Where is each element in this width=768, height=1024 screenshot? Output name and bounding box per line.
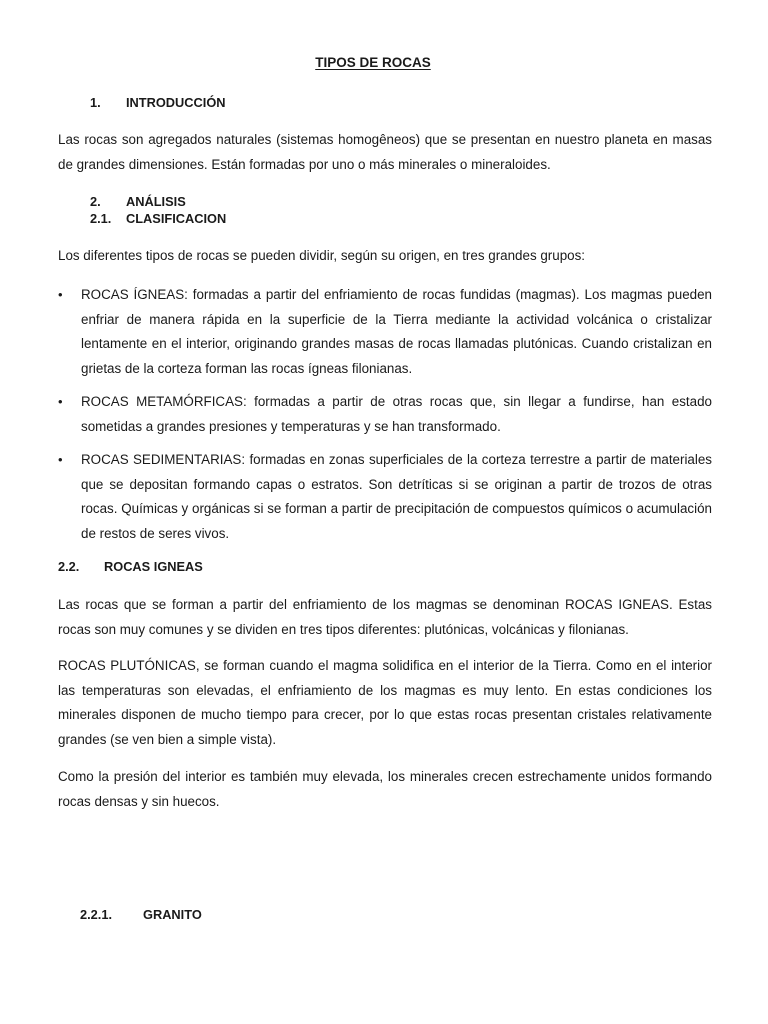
list-item-text: ROCAS SEDIMENTARIAS: formadas en zonas superficiales de la corteza terrestre a partir de materiales que se depositan formando capas o estratos. Son detríticas si se originan a partir de trozos de otras rocas. Químicas y orgánicas si se forman a partir de precipitación de compuestos químicos o acumulación de restos de seres vivos.	[81, 452, 712, 541]
bullet-marker: •	[58, 452, 63, 467]
heading-label: CLASIFICACION	[126, 211, 227, 226]
heading-introduccion	[90, 95, 226, 110]
heading-rocas-igneas	[58, 559, 203, 574]
list-item	[58, 448, 712, 546]
heading-label: ANÁLISIS	[126, 194, 186, 209]
list-item	[58, 390, 712, 439]
list-item-text: ROCAS METAMÓRFICAS: formadas a partir de otras rocas que, sin llegar a fundirse, han estado sometidas a grandes presiones y temperaturas y se han transformado.	[81, 394, 712, 434]
heading-label: INTRODUCCIÓN	[126, 95, 226, 110]
heading-clasificacion	[90, 211, 226, 226]
heading-granito	[80, 907, 202, 922]
heading-label: GRANITO	[143, 907, 202, 922]
paragraph-presion: Como la presión del interior es también muy elevada, los minerales crecen estrechamente unidos formando rocas densas y sin huecos.	[58, 769, 712, 809]
bullet-marker: •	[58, 394, 63, 409]
heading-number: 2.2.	[58, 559, 80, 574]
heading-number: 2.	[90, 194, 101, 209]
paragraph-plutonicas: ROCAS PLUTÓNICAS, se forman cuando el magma solidifica en el interior de la Tierra. Como en el interior las temperaturas son elevadas, el enfriamiento de los magmas es muy lento. En estas condiciones los minerales disponen de mucho tiempo para crecer, por lo que estas rocas presentan cristales relativamente grandes (se ven bien a simple vista).	[58, 658, 712, 747]
bullet-marker: •	[58, 287, 63, 302]
document-title: TIPOS DE ROCAS	[315, 55, 431, 70]
heading-number: 2.2.1.	[80, 907, 113, 922]
heading-number: 2.1.	[90, 211, 112, 226]
heading-label: ROCAS IGNEAS	[104, 559, 203, 574]
paragraph-introduccion: Las rocas son agregados naturales (sistemas homogêneos) que se presentan en nuestro planeta en masas de grandes dimensiones. Están formadas por uno o más minerales o mineraloides.	[58, 132, 712, 172]
heading-analisis	[90, 194, 186, 209]
paragraph-rocas-igneas: Las rocas que se forman a partir del enfriamiento de los magmas se denominan ROCAS IGNEAS. Estas rocas son muy comunes y se dividen en tres tipos diferentes: plutónicas, volcánicas y filonianas.	[58, 597, 712, 637]
paragraph-clasificacion: Los diferentes tipos de rocas se pueden dividir, según su origen, en tres grandes grupos:	[58, 248, 586, 263]
list-item	[58, 283, 712, 381]
heading-number: 1.	[90, 95, 101, 110]
list-item-text: ROCAS ÍGNEAS: formadas a partir del enfriamiento de rocas fundidas (magmas). Los magmas pueden enfriar de manera rápida en la superficie de la Tierra mediante la actividad volcánica o cristalizar lentamente en el interior, originando grandes masas de rocas llamadas plutónicas. Cuando cristalizan en grietas de la corteza forman las rocas ígneas filonianas.	[81, 287, 712, 376]
